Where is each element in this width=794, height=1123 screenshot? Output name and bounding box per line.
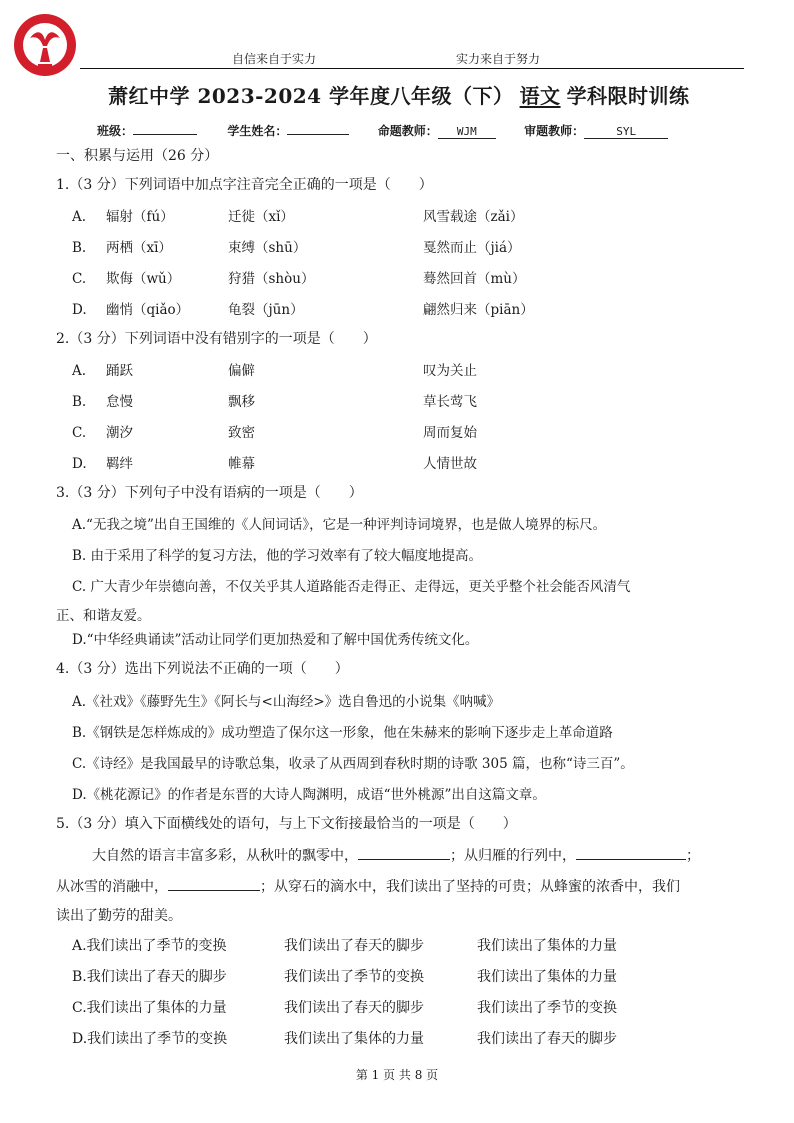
q5-a-part2: 我们读出了春天的脚步 [284,938,424,954]
q1-d-word3: 翩然归来（piān） [423,302,534,318]
q1-c-word3: 蓦然回首（mù） [423,271,526,287]
q1-b-word3: 戛然而止（jiá） [423,240,521,256]
q5-option-b[interactable]: B.我们读出了春天的脚步 [72,969,227,985]
q2-b-word2: 飘移 [228,394,255,410]
q5-blank-2[interactable] [576,845,686,860]
question-3-stem: 3.（3 分）下列句子中没有语病的一项是（ ） [56,485,363,501]
name-blank[interactable] [287,121,349,135]
name-label: 学生姓名： [227,124,288,138]
q5-c-part3: 我们读出了季节的变换 [477,1000,617,1016]
q1-option-c[interactable]: C. 欺侮（wǔ） [72,271,181,287]
reviewer-value: SYL [584,125,668,139]
q5-option-d[interactable]: D.我们读出了季节的变换 [72,1031,228,1047]
q3-option-b[interactable]: B. 由于采用了科学的复习方法，他的学习效率有了较大幅度地提高。 [72,548,483,564]
page-number: 第 1 页 共 8 页 [355,1068,439,1082]
class-label: 班级： [97,124,134,138]
q1-option-a[interactable]: A. 辐射（fú） [72,209,174,225]
q4-option-d[interactable]: D.《桃花源记》的作者是东晋的大诗人陶渊明，成语“世外桃源”出自这篇文章。 [72,787,546,803]
q2-option-a[interactable]: A. 踊跃 [72,363,133,379]
title-suffix: 学科限时训练 [566,84,690,108]
q2-a-word2: 偏僻 [228,363,255,379]
question-1-stem: 1.（3 分）下列词语中加点字注音完全正确的一项是（ ） [56,177,433,193]
q1-a-word2: 迁徙（xǐ） [228,209,294,225]
q5-blank-3[interactable] [168,876,260,891]
q2-c-word3: 周而复始 [423,425,477,441]
q1-option-d[interactable]: D. 幽悄（qiǎo） [72,302,190,318]
q2-c-word2: 致密 [228,425,255,441]
q2-d-word3: 人情世故 [423,456,477,472]
q1-b-word2: 束缚（shū） [228,240,307,256]
q4-option-c[interactable]: C.《诗经》是我国最早的诗歌总集，收录了从西周到春秋时期的诗歌 305 篇，也称“诗三百”。 [72,756,634,772]
school-logo [12,12,78,78]
class-blank[interactable] [133,121,197,135]
q2-d-word2: 帷幕 [228,456,255,472]
q5-d-part2: 我们读出了集体的力量 [284,1031,424,1047]
q3-option-d[interactable]: D.“中华经典诵读”活动让同学们更加热爱和了解中国优秀传统文化。 [72,632,479,648]
q1-a-word3: 风雪载途（zǎi） [423,209,524,225]
q3-option-c-cont: 正、和谐友爱。 [56,608,151,624]
question-2-stem: 2.（3 分）下列词语中没有错别字的一项是（ ） [56,331,377,347]
q1-option-b[interactable]: B. 两栖（xī） [72,240,172,256]
setter-value: WJM [438,125,496,139]
setter-label: 命题教师： [377,124,438,138]
reviewer-label: 审题教师： [524,124,585,138]
title-subject: 语文 [519,84,561,108]
q2-b-word3: 草长莺飞 [423,394,477,410]
q5-blank-1[interactable] [358,845,450,860]
motto-right: 实力来自于努力 [456,52,541,66]
page-title [108,80,690,109]
q5-b-part3: 我们读出了集体的力量 [477,969,617,985]
q2-option-b[interactable]: B. 怠慢 [72,394,133,410]
q2-option-c[interactable]: C. 潮汐 [72,425,133,441]
question-5-stem: 5.（3 分）填入下面横线处的语句，与上下文衔接最恰当的一项是（ ） [56,816,517,832]
q1-c-word2: 狩猎（shòu） [228,271,315,287]
q5-passage-line3: 读出了勤劳的甜美。 [56,908,182,924]
q3-option-c[interactable]: C. 广大青少年崇德向善，不仅关乎其人道路能否走得正、走得远，更关乎整个社会能否风清气 [72,579,631,595]
student-info-line [97,121,754,139]
q2-option-d[interactable]: D. 羁绊 [72,456,133,472]
q2-a-word3: 叹为关止 [423,363,477,379]
q5-option-a[interactable]: A.我们读出了季节的变换 [72,938,227,954]
q5-option-c[interactable]: C.我们读出了集体的力量 [72,1000,227,1016]
q5-passage-line2: 从冰雪的消融中， ；从穿石的滴水中，我们读出了坚持的可贵；从蜂蜜的浓香中，我们 [56,876,680,896]
q4-option-b[interactable]: B.《钢铁是怎样炼成的》成功塑造了保尔这一形象，他在朱赫来的影响下逐步走上革命道路 [72,725,613,741]
section-heading: 一、积累与运用（26 分） [56,148,219,164]
q3-option-a[interactable]: A.“无我之境”出自王国维的《人间词话》，它是一种评判诗词境界，也是做人境界的标尺。 [72,517,607,533]
q5-a-part3: 我们读出了集体的力量 [477,938,617,954]
q5-passage-line1: 大自然的语言丰富多彩，从秋叶的飘零中， ；从归雁的行列中， ； [92,845,700,865]
motto-left: 自信来自于实力 [232,52,317,66]
q1-d-word2: 龟裂（jūn） [228,302,304,318]
question-4-stem: 4.（3 分）选出下列说法不正确的一项（ ） [56,661,349,677]
q5-d-part3: 我们读出了春天的脚步 [477,1031,617,1047]
q5-b-part2: 我们读出了季节的变换 [284,969,424,985]
header-divider [80,68,744,69]
q4-option-a[interactable]: A.《社戏》《藤野先生》《阿长与<山海经>》选自鲁迅的小说集《呐喊》 [72,694,501,710]
title-prefix: 萧红中学 2023-2024 学年度八年级（下） [108,84,514,108]
q5-c-part2: 我们读出了春天的脚步 [284,1000,424,1016]
